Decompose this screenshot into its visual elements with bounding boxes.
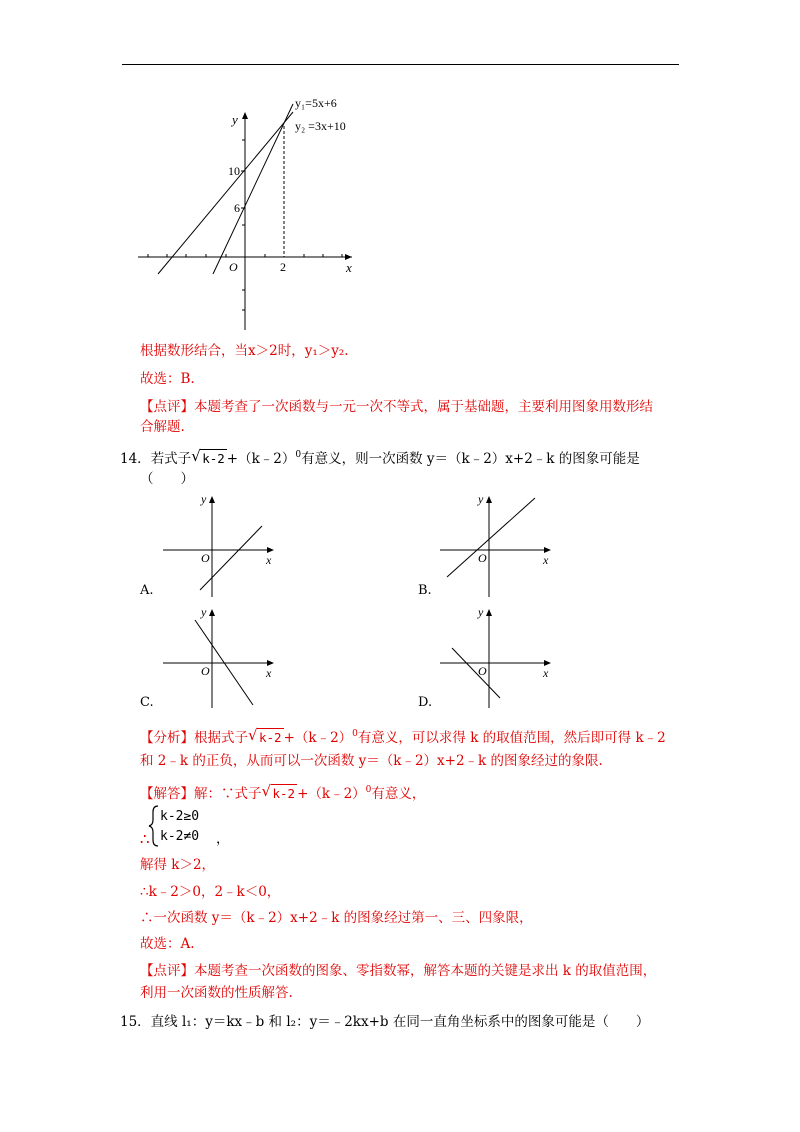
- therefore-symbol: ∴: [140, 830, 150, 848]
- sol14-step1: ∴k﹣2＞0，2﹣k＜0，: [140, 884, 281, 900]
- q15-stem: 15．直线 l₁：y＝kx﹣b 和 l₂：y＝﹣2kx+b 在同一直角坐标系中的图象可能是（ ）: [120, 1014, 650, 1030]
- graph-origin: O: [229, 260, 238, 274]
- sol14-solve: 解得 k＞2，: [140, 857, 216, 873]
- sol14-choose: 故选：A.: [140, 936, 195, 952]
- graph-tick-6: 6: [234, 201, 240, 215]
- svg-text:y: y: [201, 492, 207, 506]
- system-line-1: k-2≥0: [160, 809, 200, 824]
- sol14-analysis-2: 和 2﹣k 的正负，从而可以一次函数 y＝（k﹣2）x+2﹣k 的图象经过的象限.: [140, 753, 603, 769]
- line2-label: y₂ =3x+10: [295, 119, 346, 133]
- graph-tick-2: 2: [280, 260, 286, 274]
- option-c-label[interactable]: C.: [140, 695, 154, 710]
- svg-text:x: x: [543, 666, 549, 680]
- option-b-label[interactable]: B.: [418, 583, 432, 598]
- sol14-answer: 【解答】解：∵式子 √ k-2 +（k﹣2）$^0$有意义，: [140, 782, 426, 802]
- line1-label: y₁=5x+6: [295, 96, 337, 110]
- sqrt-expression: √ k-2: [191, 447, 225, 466]
- svg-text:O: O: [478, 551, 487, 565]
- q14-paren: （ ）: [140, 471, 194, 487]
- sol14-analysis: 【分析】根据式子 √ k-2 +（k﹣2）$^0$有意义，可以求得 k 的取值范围，然后即可得 k﹣2: [140, 726, 666, 746]
- svg-text:y: y: [478, 492, 484, 506]
- svg-text:x: x: [266, 553, 272, 567]
- svg-text:O: O: [201, 664, 210, 678]
- graph-x-label: x: [346, 260, 352, 275]
- sol14-comment: 【点评】本题考查一次函数的图象、零指数幂，解答本题的关键是求出 k 的取值范围，: [140, 963, 657, 979]
- system-line-2: k-2≠0: [160, 829, 200, 844]
- sol13-comment: 【点评】本题考查了一次函数与一元一次不等式，属于基础题，主要利用图象用数形结: [140, 399, 653, 415]
- svg-text:x: x: [543, 553, 549, 567]
- svg-text:O: O: [201, 551, 210, 565]
- option-a-label[interactable]: A.: [140, 583, 154, 598]
- sol13-line1: 根据数形结合，当x＞2时，y₁＞y₂.: [140, 343, 349, 359]
- graph-tick-10: 10: [228, 164, 240, 178]
- sol14-comment-2: 利用一次函数的性质解答.: [140, 985, 293, 1001]
- comment-tag: 【点评】: [140, 399, 194, 415]
- svg-text:x: x: [266, 666, 272, 680]
- sol13-choose: 故选：B.: [140, 371, 195, 387]
- svg-text:O: O: [478, 664, 487, 678]
- svg-text:y: y: [478, 605, 484, 619]
- sol14-step2: ∴一次函数 y＝（k﹣2）x+2﹣k 的图象经过第一、三、四象限，: [140, 910, 533, 926]
- svg-text:y: y: [201, 605, 207, 619]
- option-d-label[interactable]: D.: [418, 695, 433, 710]
- q14-stem: 14．若式子 √ k-2 +（k﹣2）$^0$有意义，则一次函数 y＝（k﹣2）x+2﹣k 的图象可能是: [120, 447, 640, 467]
- graph-y-label: y: [232, 112, 238, 127]
- sol13-comment-2: 合解题.: [140, 419, 185, 435]
- system-comma: ，: [216, 831, 230, 847]
